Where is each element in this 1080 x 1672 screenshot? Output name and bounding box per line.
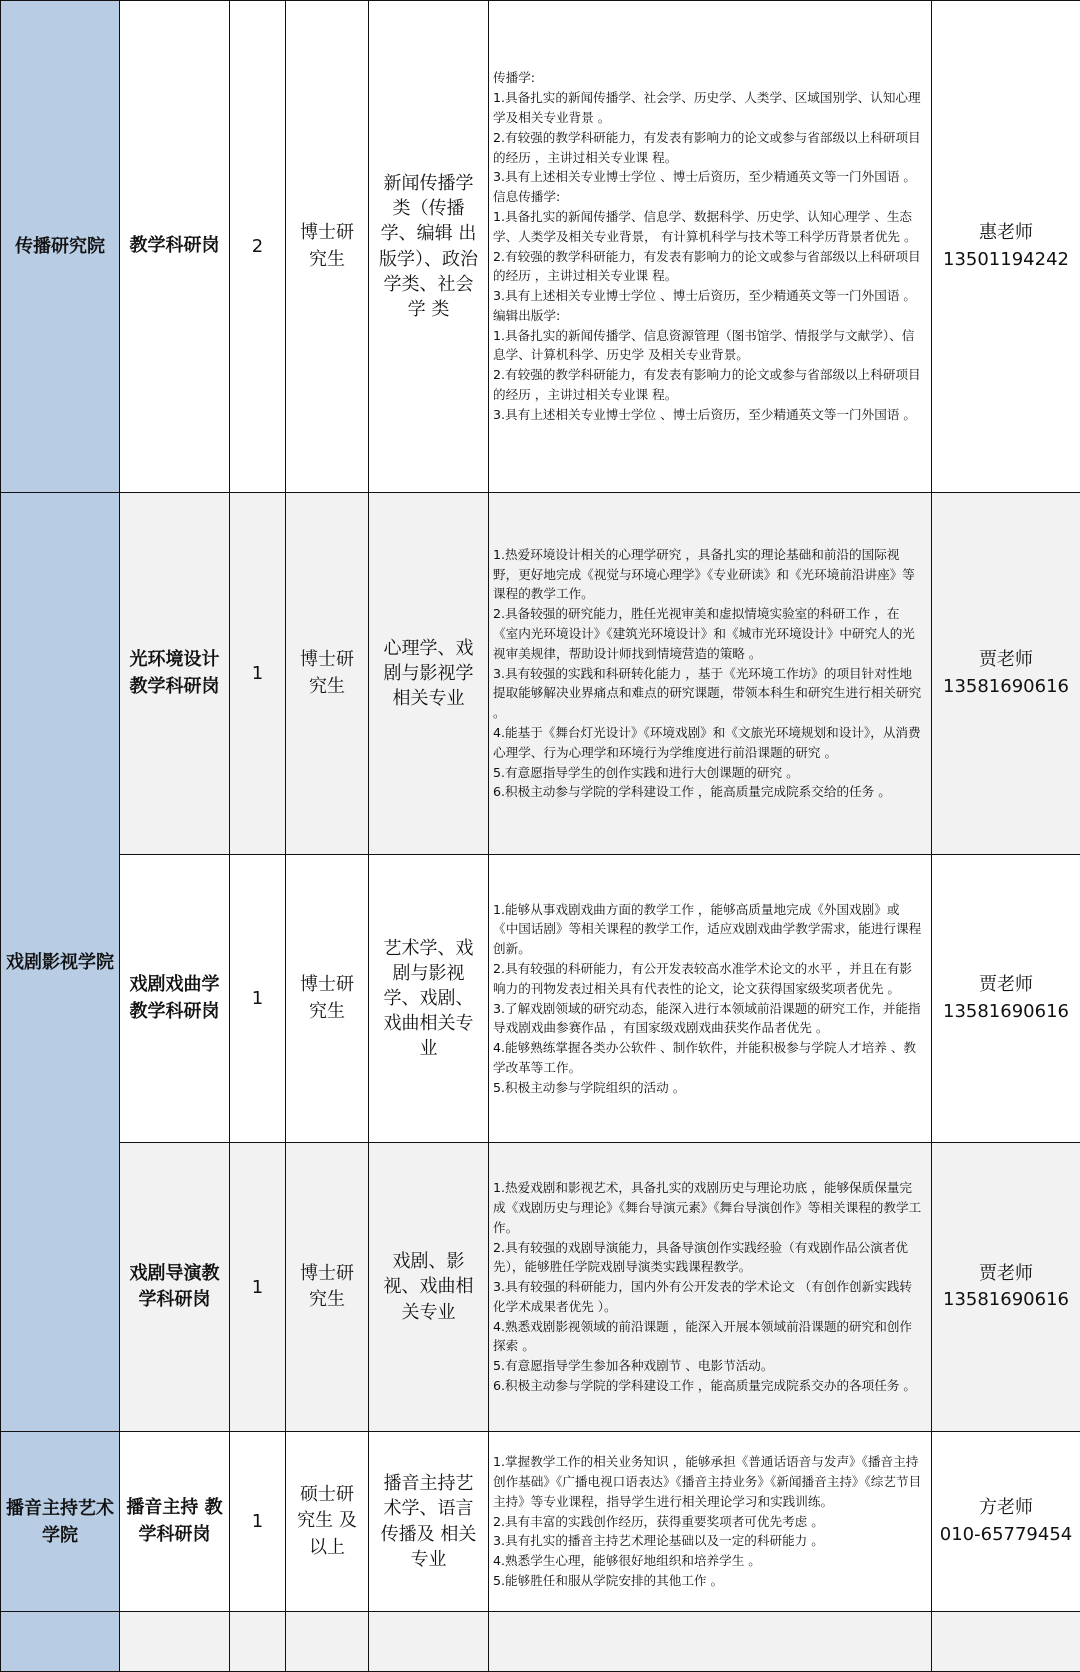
- requirements-cell: [489, 1432, 932, 1612]
- requirement-line: 传播学:: [493, 68, 923, 88]
- requirement-line: 5.有意愿指导学生的创作实践和进行大创课题的研究 。: [493, 763, 923, 783]
- requirements-cell: [489, 1612, 932, 1672]
- contact-phone: 010-65779454: [932, 1522, 1080, 1548]
- contact-name: 贾老师: [932, 972, 1080, 998]
- table-row: [1, 855, 1080, 1143]
- contact-phone: 13581690616: [932, 1287, 1080, 1313]
- degree-cell: [286, 1612, 369, 1672]
- major-cell: 心理学、戏剧与影视学相关专业: [369, 493, 489, 855]
- requirement-line: 2.有较强的教学科研能力，有发表有影响力的论文或参与省部级以上科研项目的经历 ，主讲过相关专业课 程。: [493, 365, 923, 405]
- major-cell: [369, 1612, 489, 1672]
- contact-cell: [932, 1432, 1080, 1612]
- table-row: [1, 1, 1080, 493]
- major-cell: 新闻传播学类（传播学、编辑 出版学）、政治学类、社会学 类: [369, 1, 489, 493]
- requirement-line: 1.能够从事戏剧戏曲方面的教学工作 ，能够高质量地完成《外国戏剧》或《中国话剧》等相关课程的教学工作，适应戏剧戏曲学教学需求，能进行课程创新。: [493, 900, 923, 959]
- degree-cell: 博士研究生: [286, 1143, 369, 1432]
- requirement-line: 2.具有丰富的实践创作经历，获得重要奖项者可优先考虑 。: [493, 1512, 923, 1532]
- requirement-line: 4.能基于《舞台灯光设计》《环境戏剧》和《文旅光环境规划和设计》，从消费心理学、行为心理学和环境行为学维度进行前沿课题的研究 。: [493, 723, 923, 763]
- requirements-cell: [489, 1, 932, 493]
- requirement-line: 3.具有较强的科研能力，国内外有公开发表的学术论文 （有创作创新实践转化学术成果者优先 ）。: [493, 1277, 923, 1317]
- requirement-line: 3.具有扎实的播音主持艺术理论基础以及一定的科研能力 。: [493, 1531, 923, 1551]
- degree-cell: 博士研究生: [286, 1, 369, 493]
- requirements-cell: [489, 493, 932, 855]
- position-cell: 戏剧戏曲学教学科研岗: [120, 855, 230, 1143]
- count-cell: 1: [230, 1432, 286, 1612]
- requirement-line: 1.热爱戏剧和影视艺术，具备扎实的戏剧历史与理论功底 ，能够保质保量完成《戏剧历史与理论》《舞台导演元素》《舞台导演创作》等相关课程的教学工作。: [493, 1178, 923, 1237]
- count-cell: [230, 1612, 286, 1672]
- position-cell: 光环境设计教学科研岗: [120, 493, 230, 855]
- contact-name: 贾老师: [932, 647, 1080, 673]
- major-cell: 戏剧、影视、戏曲相关专业: [369, 1143, 489, 1432]
- table-row: [1, 493, 1080, 855]
- college-cell: 播音主持艺术学院: [1, 1432, 120, 1612]
- contact-name: 方老师: [932, 1495, 1080, 1521]
- requirement-line: 3.了解戏剧领域的研究动态，能深入进行本领域前沿课题的研究工作，并能指导戏剧戏曲参赛作品 ，有国家级戏剧戏曲获奖作品者优先 。: [493, 999, 923, 1039]
- requirement-line: 3.具有上述相关专业博士学位 、博士后资历，至少精通英文等一门外国语 。: [493, 286, 923, 306]
- requirement-line: 4.熟悉学生心理，能够很好地组织和培养学生 。: [493, 1551, 923, 1571]
- requirement-line: 1.热爱环境设计相关的心理学研究 ，具备扎实的理论基础和前沿的国际视野，更好地完成《视觉与环境心理学》《专业研读》和《光环境前沿讲座》等课程的教学工作。: [493, 545, 923, 604]
- requirements-cell: [489, 1143, 932, 1432]
- degree-cell: 博士研究生: [286, 855, 369, 1143]
- contact-cell: [932, 1, 1080, 493]
- requirement-line: 2.有较强的教学科研能力，有发表有影响力的论文或参与省部级以上科研项目的经历 ，主讲过相关专业课 程。: [493, 128, 923, 168]
- requirement-line: 5.积极主动参与学院组织的活动 。: [493, 1078, 923, 1098]
- major-cell: 播音主持艺术学、语言传播及 相关专业: [369, 1432, 489, 1612]
- position-cell: 戏剧导演教学科研岗: [120, 1143, 230, 1432]
- contact-name: 贾老师: [932, 1261, 1080, 1287]
- requirement-line: 3.具有较强的实践和科研转化能力 ，基于《光环境工作坊》的项目针对性地提取能够解决业界痛点和难点的研究课题，带领本科生和研究生进行相关研究 。: [493, 664, 923, 723]
- contact-phone: 13501194242: [932, 247, 1080, 273]
- requirements-cell: [489, 855, 932, 1143]
- contact-cell: [932, 1612, 1080, 1672]
- requirement-line: 4.能够熟练掌握各类办公软件 、制作软件，并能积极参与学院人才培养 、教学改革等工作。: [493, 1038, 923, 1078]
- contact-phone: 13581690616: [932, 674, 1080, 700]
- requirement-line: 2.有较强的教学科研能力，有发表有影响力的论文或参与省部级以上科研项目的经历 ，主讲过相关专业课 程。: [493, 247, 923, 287]
- count-cell: 1: [230, 1143, 286, 1432]
- count-cell: 2: [230, 1, 286, 493]
- table-row: [1, 1612, 1080, 1672]
- requirement-line: 1.具备扎实的新闻传播学、信息资源管理（图书馆学、情报学与文献学）、信息学、计算机科学、历史学 及相关专业背景。: [493, 326, 923, 366]
- requirement-line: 2.具有较强的戏剧导演能力，具备导演创作实践经验（有戏剧作品公演者优先），能够胜任学院戏剧导演类实践课程教学。: [493, 1238, 923, 1278]
- table-row: [1, 1432, 1080, 1612]
- contact-phone: 13581690616: [932, 999, 1080, 1025]
- requirement-line: 编辑出版学:: [493, 306, 923, 326]
- requirement-line: 2.具备较强的研究能力，胜任光视审美和虚拟情境实验室的科研工作 ，在《室内光环境设计》《建筑光环境设计》和《城市光环境设计》中研究人的光视审美规律，帮助设计师找到情境营造的策略 。: [493, 604, 923, 663]
- requirement-line: 4.熟悉戏剧影视领域的前沿课题 ，能深入开展本领域前沿课题的研究和创作探索 。: [493, 1317, 923, 1357]
- college-cell: 传播研究院: [1, 1, 120, 493]
- requirement-line: 5.能够胜任和服从学院安排的其他工作 。: [493, 1571, 923, 1591]
- requirement-line: 3.具有上述相关专业博士学位 、博士后资历，至少精通英文等一门外国语 。: [493, 167, 923, 187]
- requirement-line: 2.具有较强的科研能力，有公开发表较高水准学术论文的水平 ，并且在有影响力的刊物发表过相关具有代表性的论文，论文获得国家级奖项者优先 。: [493, 959, 923, 999]
- requirement-line: 5.有意愿指导学生参加各种戏剧节 、电影节活动。: [493, 1356, 923, 1376]
- requirement-line: 1.具备扎实的新闻传播学、社会学、历史学、人类学、区域国别学、认知心理学及相关专业背景 。: [493, 88, 923, 128]
- table-row: [1, 1143, 1080, 1432]
- count-cell: 1: [230, 493, 286, 855]
- contact-cell: [932, 855, 1080, 1143]
- major-cell: 艺术学、戏剧与影视学、戏剧、戏曲相关专业: [369, 855, 489, 1143]
- degree-cell: 硕士研究生 及以上: [286, 1432, 369, 1612]
- degree-cell: 博士研究生: [286, 493, 369, 855]
- count-cell: 1: [230, 855, 286, 1143]
- requirement-line: 1.具备扎实的新闻传播学、信息学、数据科学、历史学、认知心理学 、生态学、人类学及相关专业背景， 有计算机科学与技术等工科学历背景者优先 。: [493, 207, 923, 247]
- position-cell: [120, 1612, 230, 1672]
- requirement-line: 1.掌握教学工作的相关业务知识 ，能够承担《普通话语音与发声》《播音主持创作基础》《广播电视口语表达》《播音主持业务》《新闻播音主持》《综艺节目主持》等专业课程，指导学生进行相关理论学习和实践训练。: [493, 1452, 923, 1511]
- requirement-line: 6.积极主动参与学院的学科建设工作 ，能高质量完成院系交办的各项任务 。: [493, 1376, 923, 1396]
- requirement-line: 6.积极主动参与学院的学科建设工作 ，能高质量完成院系交给的任务 。: [493, 782, 923, 802]
- requirement-line: 信息传播学:: [493, 187, 923, 207]
- position-cell: 教学科研岗: [120, 1, 230, 493]
- college-cell: 戏剧影视学院: [1, 493, 120, 1432]
- college-cell: [1, 1612, 120, 1672]
- contact-cell: [932, 493, 1080, 855]
- contact-name: 惠老师: [932, 220, 1080, 246]
- contact-cell: [932, 1143, 1080, 1432]
- requirement-line: 3.具有上述相关专业博士学位 、博士后资历，至少精通英文等一门外国语 。: [493, 405, 923, 425]
- position-cell: 播音主持 教学科研岗: [120, 1432, 230, 1612]
